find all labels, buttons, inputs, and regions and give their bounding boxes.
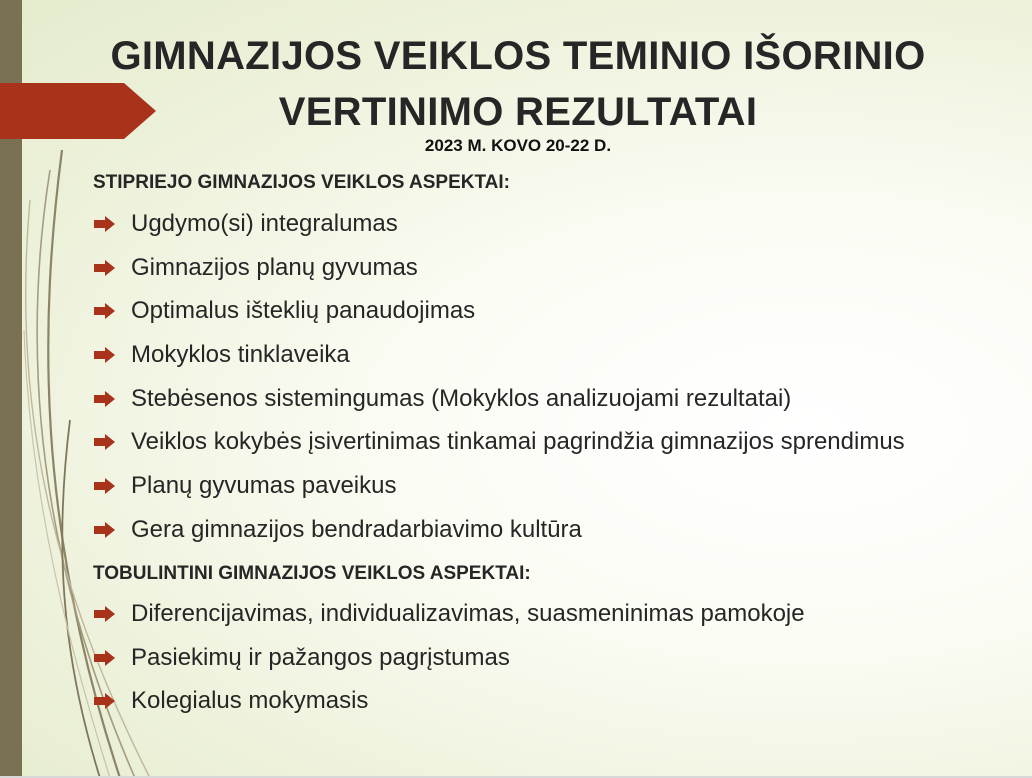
arrow-bullet-icon: [93, 258, 131, 278]
list-item-text: Veiklos kokybės įsivertinimas tinkamai pagrindžia gimnazijos sprendimus: [131, 428, 905, 456]
list-item-text: Gera gimnazijos bendradarbiavimo kultūra: [131, 515, 582, 543]
slide-date: 2023 M. KOVO 20-22 D.: [424, 136, 612, 155]
arrow-bullet-icon: [93, 345, 131, 365]
arrow-bullet-icon: [93, 520, 131, 540]
list-item: [93, 246, 905, 290]
arrow-bullet-icon: [93, 301, 131, 321]
arrow-bullet-icon: [93, 604, 131, 624]
list-item-text: Optimalus išteklių panaudojimas: [131, 297, 476, 325]
improvements-heading: TOBULINTINI GIMNAZIJOS VEIKLOS ASPEKTAI:: [93, 563, 531, 584]
list-item-text: Planų gyvumas paveikus: [131, 471, 397, 499]
list-item: [93, 679, 805, 723]
improvements-list: [93, 592, 805, 723]
arrow-bullet-icon: [93, 648, 131, 668]
list-item-text: Stebėsenos sistemingumas (Mokyklos analizuojami rezultatai): [131, 384, 792, 412]
arrow-bullet-icon: [93, 476, 131, 496]
slide-title-line-1: GIMNAZIJOS VEIKLOS TEMINIO IŠORINIO: [110, 34, 926, 78]
list-item: [93, 202, 905, 246]
list-item-text: Ugdymo(si) integralumas: [131, 209, 398, 237]
arrow-bullet-icon: [93, 432, 131, 452]
list-item: [93, 508, 905, 552]
list-item-text: Kolegialus mokymasis: [131, 687, 369, 715]
list-item: [93, 464, 905, 508]
slide-title: [30, 28, 1006, 140]
list-item: [93, 333, 905, 377]
list-item-text: Mokyklos tinklaveika: [131, 340, 350, 368]
list-item: [93, 377, 905, 421]
arrow-bullet-icon: [93, 214, 131, 234]
list-item: [93, 289, 905, 333]
slide-title-line-2: VERTINIMO REZULTATAI: [278, 90, 758, 134]
list-item-text: Gimnazijos planų gyvumas: [131, 253, 418, 281]
strengths-heading: STIPRIEJO GIMNAZIJOS VEIKLOS ASPEKTAI:: [93, 172, 510, 193]
arrow-bullet-icon: [93, 691, 131, 711]
list-item: [93, 636, 805, 680]
list-item: [93, 592, 805, 636]
list-item-text: Pasiekimų ir pažangos pagrįstumas: [131, 643, 510, 671]
list-item-text: Diferencijavimas, individualizavimas, suasmeninimas pamokoje: [131, 599, 805, 627]
strengths-list: [93, 202, 905, 552]
list-item: [93, 420, 905, 464]
arrow-bullet-icon: [93, 389, 131, 409]
